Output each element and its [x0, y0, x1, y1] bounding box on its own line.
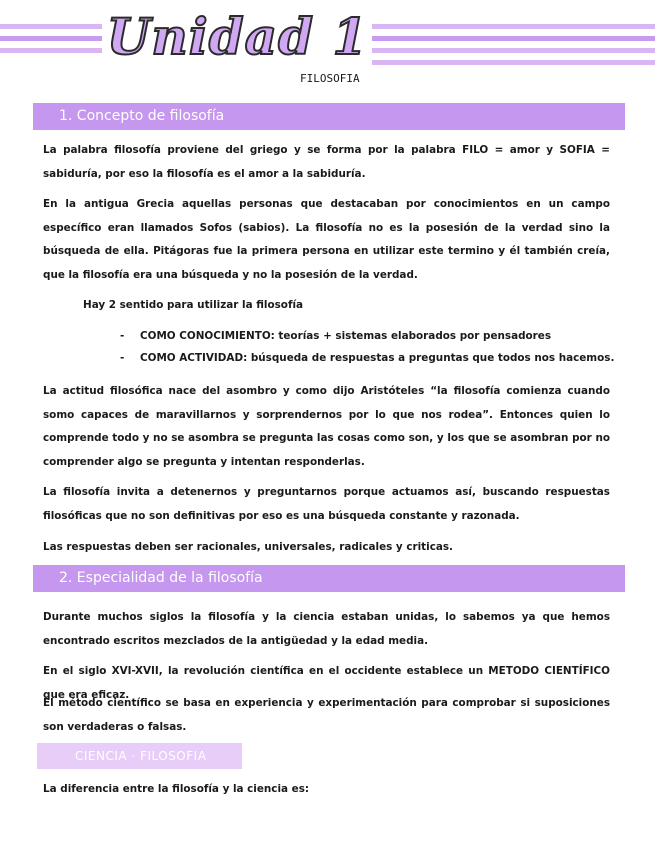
list-dash: -	[120, 352, 125, 364]
page-subtitle: FILOSOFIA	[300, 72, 360, 85]
indent-text: Hay 2 sentido para utilizar la filosofía	[83, 299, 304, 311]
paragraph: La actitud filosófica nace del asombro y como dijo Aristóteles “la filosofía comienza cuando somo capaces de maravillarnos y sorprendernos por lo que nos rodea”. Entonces quien lo comprende todo y no se asombra se pregunta las cosas como son, y los que se asombran por no comprender algo se pregunta y intentan responderlas.	[43, 385, 610, 468]
paragraph: La filosofía invita a detenernos y preguntarnos porque actuamos así, buscando respuestas filosóficas que no son definitivas por eso es una búsqueda constante y razonada.	[43, 486, 610, 522]
paragraph: Las respuestas deben ser racionales, universales, radicales y criticas.	[43, 541, 453, 553]
section-heading-1: 1. Concepto de filosofía	[33, 103, 625, 130]
list-item-text: COMO CONOCIMIENTO: teorías + sistemas elaborados por pensadores	[140, 330, 552, 342]
tag-label: CIENCIA · FILOSOFIA	[37, 743, 242, 769]
paragraph: La diferencia entre la filosofía y la ciencia es:	[43, 783, 310, 795]
section-heading-2: 2. Especialidad de la filosofía	[33, 565, 625, 592]
list-item	[120, 347, 614, 369]
list-item	[120, 325, 551, 347]
list-dash: -	[120, 330, 125, 342]
paragraph: En la antigua Grecia aquellas personas que destacaban por conocimientos en un campo específico eran llamados Sofos (sabios). La filosofía no es la posesión de la verdad sino la búsqueda de ella. Pitágoras fue la primera persona en utilizar este termino y él también creía, que la filosofía era una búsqueda y no la posesión de la verdad.	[43, 198, 610, 281]
paragraph: En el siglo XVI-XVII, la revolución científica en el occidente establece un METODO CIENTÍFICO que era eficaz.	[43, 665, 610, 701]
title-block	[105, 8, 370, 78]
paragraph: La palabra filosofía proviene del griego y se forma por la palabra FILO = amor y SOFIA = sabiduría, por eso la filosofía es el amor a la sabiduría.	[43, 144, 610, 180]
paragraph: Durante muchos siglos la filosofía y la ciencia estaban unidas, lo sabemos ya que hemos encontrado escritos mezclados de la antigüedad y la edad media.	[43, 611, 610, 647]
paragraph: El método científico se basa en experiencia y experimentación para comprobar si suposiciones son verdaderas o falsas.	[43, 697, 610, 733]
list-item-text: COMO ACTIVIDAD: búsqueda de respuestas a preguntas que todos nos hacemos.	[140, 352, 615, 364]
page-title: Unidad 1	[106, 7, 369, 66]
